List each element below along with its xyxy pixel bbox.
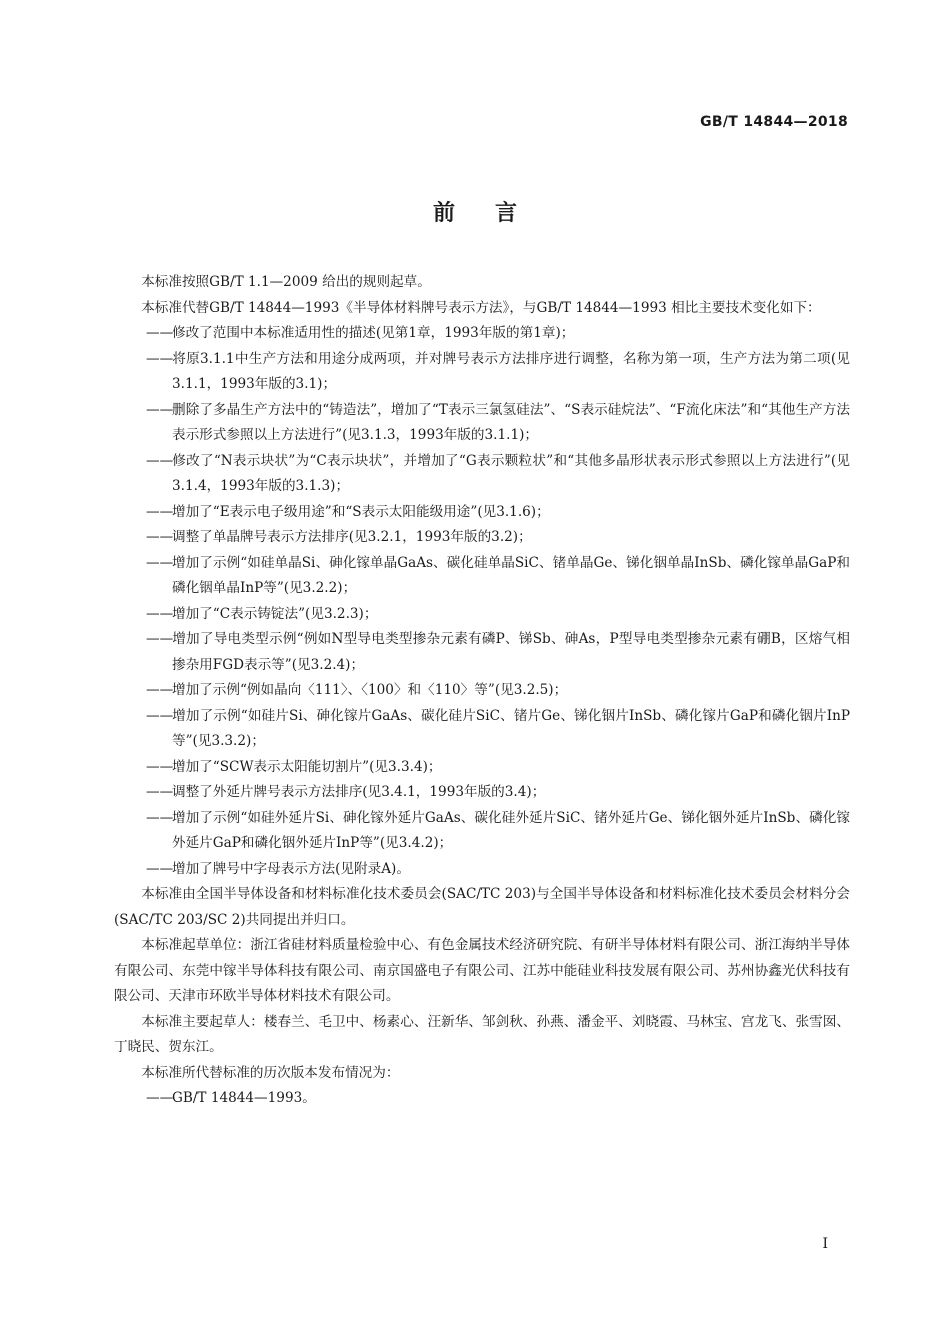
list-item (114, 755, 850, 781)
dash-mark: —— (146, 350, 174, 367)
intro-paragraph: 本标准按照GB/T 1.1—2009 给出的规则起草。 (141, 274, 431, 290)
dash-mark: —— (146, 860, 174, 877)
list-item (114, 321, 850, 347)
list-item-text: 修改了“N表示块状”为“C表示块状”，并增加了“G表示颗粒状”和“其他多晶形状表示形式参照以上方法进行”(见3.1.4，1993年版的3.1.3)； (172, 452, 850, 494)
list-item (114, 704, 850, 755)
list-item (114, 525, 850, 551)
list-item-text: 增加了示例“如硅片Si、砷化镓片GaAs、碳化硅片SiC、锗片Ge、锑化铟片InSb、磷化镓片GaP和磷化铟片InP等”(见3.3.2)； (172, 707, 850, 749)
list-item-text: 增加了导电类型示例“例如N型导电类型掺杂元素有磷P、锑Sb、砷As，P型导电类型掺杂元素有硼B，区熔气相掺杂用FGD表示等”(见3.2.4)； (172, 631, 850, 673)
drafting-units-paragraph: 本标准起草单位：浙江省硅材料质量检验中心、有色金属技术经济研究院、有研半导体材料有限公司、浙江海纳半导体有限公司、东莞中镓半导体科技有限公司、南京国盛电子有限公司、江苏中能硅业科技发展有限公司、苏州协鑫光伏科技有限公司、天津市环欧半导体材料技术有限公司。 (114, 937, 850, 1004)
list-item (114, 806, 850, 857)
list-item-text: 删除了多晶生产方法中的“铸造法”，增加了“T表示三氯氢硅法”、“S表示硅烷法”、“F流化床法”和“其他生产方法表示形式参照以上方法进行”(见3.1.3，1993年版的3.1.1)； (172, 401, 850, 443)
intro-paragraph: 本标准代替GB/T 14844—1993《半导体材料牌号表示方法》，与GB/T 14844—1993 相比主要技术变化如下： (141, 299, 821, 316)
changes-list (114, 321, 850, 882)
dash-mark: —— (146, 605, 174, 622)
page-number: I (822, 1236, 828, 1252)
list-item-text: 增加了示例“例如晶向〈111〉、〈100〉和〈110〉等”(见3.2.5)； (172, 682, 568, 698)
proposer-paragraph: 本标准由全国半导体设备和材料标准化技术委员会(SAC/TC 203)与全国半导体设备和材料标准化技术委员会材料分会(SAC/TC 203/SC 2)共同提出并归口。 (114, 886, 850, 928)
dash-mark: —— (146, 682, 174, 698)
list-item-text: 增加了“C表示铸锭法”(见3.2.3)； (172, 605, 378, 622)
list-item-text: 增加了示例“如硅外延片Si、砷化镓外延片GaAs、碳化硅外延片SiC、锗外延片Ge、锑化铟外延片InSb、磷化镓外延片GaP和磷化铟外延片InP等”(见3.4.2)； (172, 809, 850, 851)
history-item-text: GB/T 14844—1993。 (172, 1090, 316, 1106)
list-item (114, 551, 850, 602)
history-item (114, 1086, 850, 1112)
list-item (114, 627, 850, 678)
standard-id: GB/T 14844—2018 (700, 114, 848, 130)
dash-mark: —— (146, 707, 174, 724)
history-intro-paragraph: 本标准所代替标准的历次版本发布情况为： (141, 1064, 400, 1081)
dash-mark: —— (146, 529, 174, 545)
list-item-text: 将原3.1.1中生产方法和用途分成两项，并对牌号表示方法排序进行调整，名称为第一项，生产方法为第二项(见3.1.1，1993年版的3.1)； (172, 350, 850, 392)
list-item (114, 857, 850, 883)
dash-mark: —— (146, 401, 174, 418)
list-item (114, 602, 850, 628)
list-item (114, 500, 850, 526)
dash-mark: —— (146, 631, 174, 647)
list-item-text: 调整了单晶牌号表示方法排序(见3.2.1，1993年版的3.2)； (172, 529, 532, 545)
list-item (114, 449, 850, 500)
dash-mark: —— (146, 554, 174, 571)
dash-mark: —— (146, 503, 174, 520)
dash-mark: —— (146, 784, 174, 800)
list-item (114, 398, 850, 449)
drafters-paragraph: 本标准主要起草人：楼春兰、毛卫中、杨素心、汪新华、邹剑秋、孙燕、潘金平、刘晓霞、马林宝、宫龙飞、张雪囡、丁晓民、贺东江。 (114, 1013, 850, 1055)
list-item (114, 347, 850, 398)
list-item-text: 增加了“SCW表示太阳能切割片”(见3.3.4)； (172, 758, 442, 775)
list-item (114, 678, 850, 704)
list-item-text: 增加了示例“如硅单晶Si、砷化镓单晶GaAs、碳化硅单晶SiC、锗单晶Ge、锑化铟单晶InSb、磷化镓单晶GaP和磷化铟单晶InP等”(见3.2.2)； (172, 554, 850, 596)
list-item-text: 调整了外延片牌号表示方法排序(见3.4.1，1993年版的3.4)； (172, 784, 546, 800)
list-item (114, 780, 850, 806)
page-title: 前言 (432, 201, 557, 226)
list-item-text: 修改了范围中本标准适用性的描述(见第1章，1993年版的第1章)； (172, 325, 575, 341)
dash-mark: —— (146, 452, 174, 469)
list-item-text: 增加了牌号中字母表示方法(见附录A)。 (172, 860, 410, 877)
dash-mark: —— (146, 1090, 174, 1106)
document-body (114, 270, 850, 1112)
dash-mark: —— (146, 325, 174, 341)
list-item-text: 增加了“E表示电子级用途”和“S表示太阳能级用途”(见3.1.6)； (172, 503, 550, 520)
dash-mark: —— (146, 758, 174, 775)
dash-mark: —— (146, 809, 174, 826)
